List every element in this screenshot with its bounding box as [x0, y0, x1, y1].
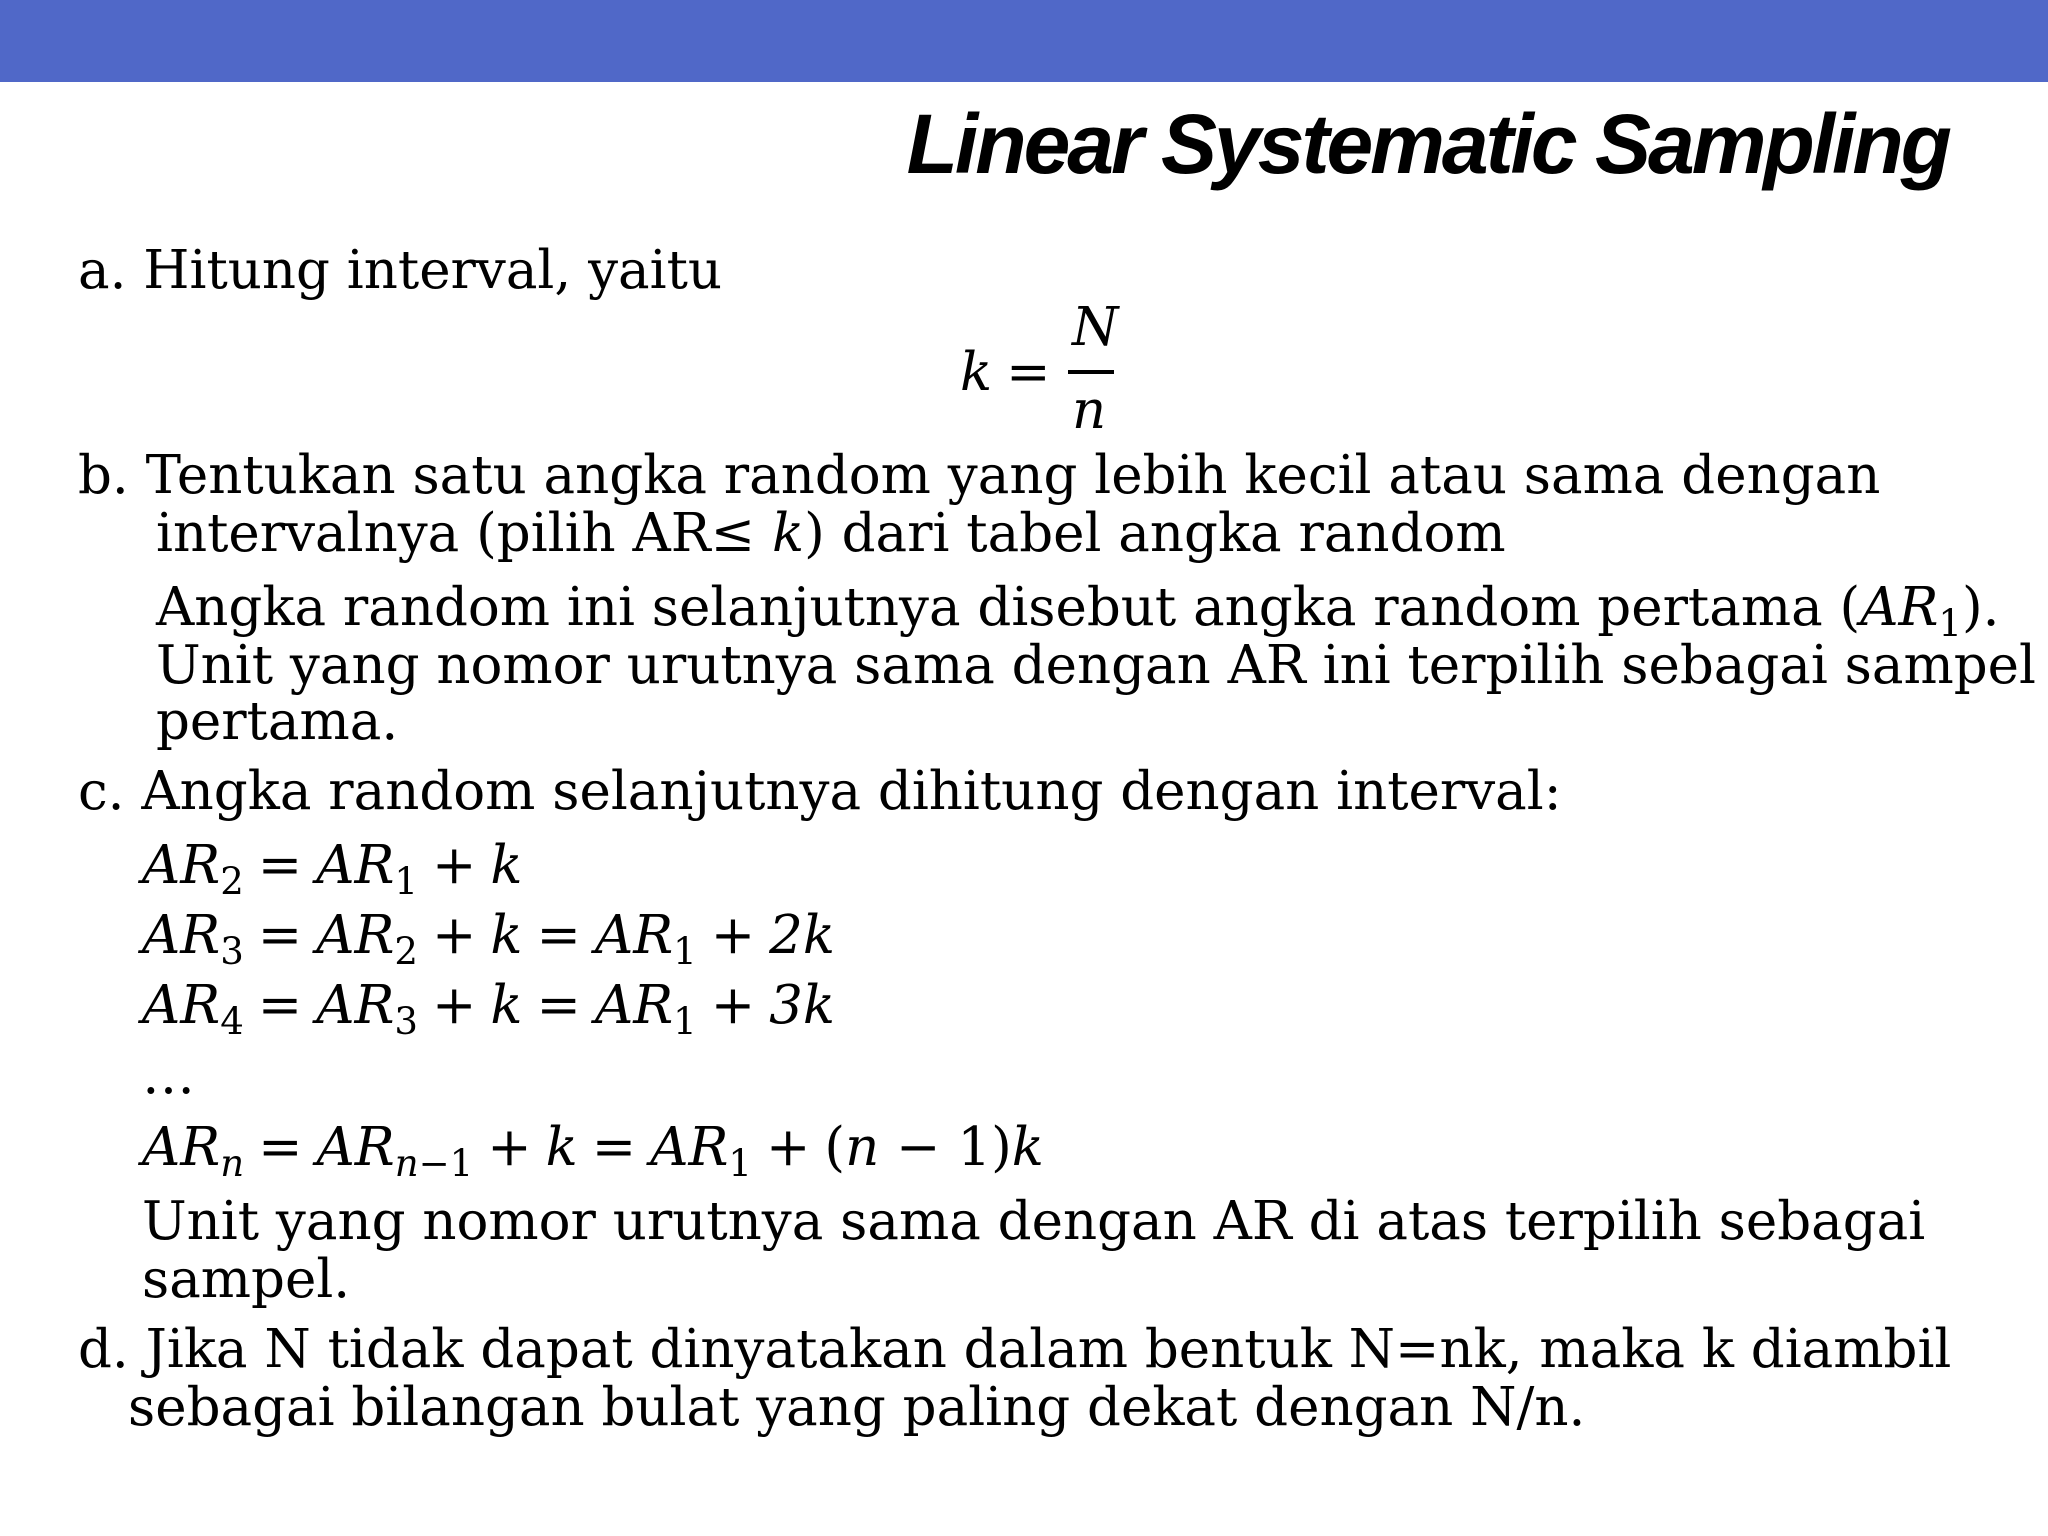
item-d-line1: d. Jika N tidak dapat dinyatakan dalam bentuk N=nk, maka k diambil — [78, 1319, 1952, 1380]
equation-arn: $AR_n = AR_{n-1} + k = AR_1 + (n - 1)k$ — [142, 1117, 1044, 1186]
item-b-line1: b. Tentukan satu angka random yang lebih kecil atau sama dengan — [78, 445, 1881, 506]
ellipsis: … — [142, 1045, 195, 1106]
formula-lhs: k = — [960, 342, 1051, 403]
item-a: a. Hitung interval, yaitu — [78, 240, 722, 301]
header-bar — [0, 0, 2048, 82]
item-c: c. Angka random selanjutnya dihitung dengan interval: — [78, 761, 1562, 822]
slide-title: Linear Systematic Sampling — [906, 97, 1949, 191]
item-b-line3: Angka random ini selanjutnya disebut angka random pertama $(AR_1)$. — [156, 577, 2000, 646]
formula-numerator: N — [1072, 297, 1119, 358]
item-c-note-line2: sampel. — [142, 1249, 351, 1310]
equation-ar3: $AR_3 = AR_2 + k = AR_1 + 2k$ — [142, 905, 835, 974]
item-d-line2: sebagai bilangan bulat yang paling dekat dengan N/n. — [128, 1377, 1586, 1438]
formula-denominator: n — [1072, 380, 1107, 441]
item-b-line5: pertama. — [156, 691, 399, 752]
item-b-line2: intervalnya (pilih AR≤ k) dari tabel angka random — [156, 503, 1506, 564]
fraction-bar — [1068, 370, 1114, 374]
item-c-note-line1: Unit yang nomor urutnya sama dengan AR di atas terpilih sebagai — [142, 1191, 1926, 1252]
item-b-line4: Unit yang nomor urutnya sama dengan AR ini terpilih sebagai sampel — [156, 635, 2036, 696]
equation-ar2: $AR_2 = AR_1 + k$ — [142, 835, 523, 904]
equation-ar4: $AR_4 = AR_3 + k = AR_1 + 3k$ — [142, 975, 835, 1044]
